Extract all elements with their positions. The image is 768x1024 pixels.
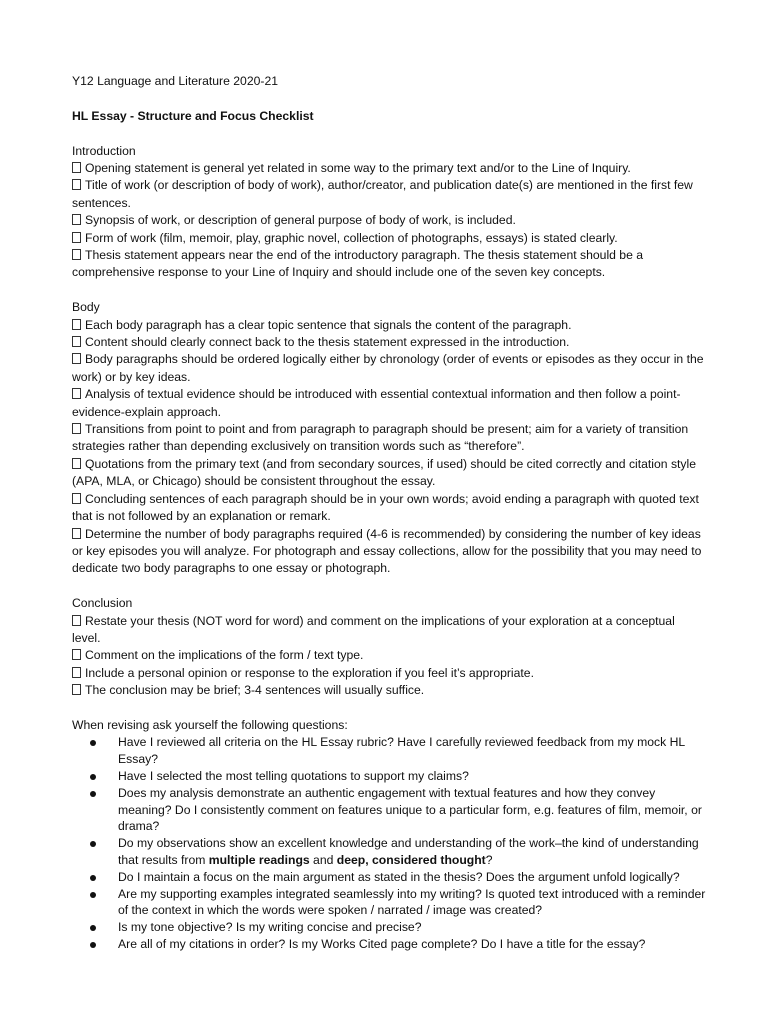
checklist-item: Transitions from point to point and from paragraph to paragraph should be present; aim for a variety of transition strategies rather than depending exclusively on transition words such as “therefore”. — [72, 422, 689, 454]
introduction-section — [72, 143, 706, 282]
conclusion-section — [72, 595, 706, 699]
checklist-item: The conclusion may be brief; 3-4 sentences will usually suffice. — [72, 682, 706, 699]
list-item: Is my tone objective? Is my writing concise and precise? — [118, 919, 706, 936]
list-item: Do I maintain a focus on the main argument as stated in the thesis? Does the argument unfold logically? — [118, 869, 706, 886]
bullet-icon — [90, 925, 96, 931]
document-header: Y12 Language and Literature 2020-21 — [72, 74, 279, 88]
checkbox-icon[interactable] — [72, 667, 81, 678]
checklist-item: Synopsis of work, or description of general purpose of body of work, is included. — [72, 212, 706, 229]
checkbox-icon[interactable] — [72, 423, 81, 434]
document-title: HL Essay - Structure and Focus Checklist — [72, 108, 314, 123]
checkbox-icon[interactable] — [72, 615, 81, 626]
checklist-item: Comment on the implications of the form / text type. — [72, 647, 706, 664]
emphasis-text: multiple readings — [208, 852, 310, 867]
bullet-icon — [90, 791, 96, 797]
checkbox-icon[interactable] — [72, 649, 81, 660]
checklist-item: Quotations from the primary text (and from secondary sources, if used) should be cited correctly and citation style (APA, MLA, or Chicago) should be consistent throughout the essay. — [72, 456, 697, 489]
checkbox-icon[interactable] — [72, 232, 81, 243]
checklist-item: Body paragraphs should be ordered logically either by chronology (order of events or episodes as they occur in the work) or by key ideas. — [72, 352, 704, 384]
checklist-item: Each body paragraph has a clear topic sentence that signals the content of the paragraph. — [72, 317, 706, 334]
bullet-icon — [90, 740, 96, 746]
emphasis-text: deep, considered thought — [336, 852, 486, 867]
checklist-item: Concluding sentences of each paragraph should be in your own words; avoid ending a paragraph with quoted text that is not followed by an explanation or remark. — [72, 491, 699, 524]
checklist-item: Form of work (film, memoir, play, graphic novel, collection of photographs, essays) is stated clearly. — [72, 230, 706, 247]
bullet-icon — [90, 841, 96, 847]
body-section — [72, 299, 706, 578]
checklist-item: Include a personal opinion or response to the exploration if you feel it’s appropriate. — [72, 665, 706, 682]
checkbox-icon[interactable] — [72, 458, 81, 469]
revising-heading: When revising ask yourself the following questions: — [72, 717, 348, 732]
checklist-item: Opening statement is general yet related in some way to the primary text and/or to the Line of Inquiry. — [72, 160, 706, 177]
checklist-item: Thesis statement appears near the end of the introductory paragraph. The thesis statement should be a comprehensive response to your Line of Inquiry and should include one of the seven key concepts. — [72, 248, 644, 280]
checklist-item: Analysis of textual evidence should be introduced with essential contextual information and then follow a point-evidence-explain approach. — [72, 387, 681, 419]
revising-section — [72, 717, 706, 953]
checkbox-icon[interactable] — [72, 249, 81, 260]
checklist-item: Determine the number of body paragraphs required (4-6 is recommended) by considering the number of key ideas or key episodes you will analyze. For photograph and essay collections, allow for the possibility that you may need to dedicate two body paragraphs to one essay or photograph. — [72, 526, 702, 576]
conclusion-heading: Conclusion — [72, 596, 133, 611]
checklist-item: Content should clearly connect back to the thesis statement expressed in the introduction. — [72, 334, 706, 351]
checklist-item: Restate your thesis (NOT word for word) and comment on the implications of your exploration at a conceptual level. — [72, 613, 675, 645]
revising-questions-list — [72, 734, 706, 952]
body-heading: Body — [72, 300, 100, 315]
bullet-icon — [90, 892, 96, 898]
list-item: Are all of my citations in order? Is my Works Cited page complete? Do I have a title for the essay? — [118, 936, 706, 953]
bullet-icon — [90, 942, 96, 948]
list-item: Have I selected the most telling quotations to support my claims? — [118, 768, 706, 785]
checkbox-icon[interactable] — [72, 214, 81, 225]
checkbox-icon[interactable] — [72, 528, 81, 539]
checkbox-icon[interactable] — [72, 319, 81, 330]
checklist-item: Title of work (or description of body of work), author/creator, and publication date(s) are mentioned in the first few sentences. — [72, 178, 693, 210]
list-item: Do my observations show an excellent knowledge and understanding of the work–the kind of understanding that results from multiple readings and deep, considered thought? — [118, 835, 706, 869]
bullet-icon — [90, 875, 96, 881]
checkbox-icon[interactable] — [72, 388, 81, 399]
list-item: Are my supporting examples integrated seamlessly into my writing? Is quoted text introduced with a reminder of the context in which the words were spoken / narrated / image was created? — [118, 886, 706, 920]
checkbox-icon[interactable] — [72, 493, 81, 504]
introduction-heading: Introduction — [72, 143, 136, 158]
checkbox-icon[interactable] — [72, 336, 81, 347]
list-item: Have I reviewed all criteria on the HL Essay rubric? Have I carefully reviewed feedback from my mock HL Essay? — [118, 734, 706, 768]
bullet-icon — [90, 774, 96, 780]
checkbox-icon[interactable] — [72, 179, 81, 190]
checkbox-icon[interactable] — [72, 684, 81, 695]
list-item: Does my analysis demonstrate an authentic engagement with textual features and how they convey meaning? Do I consistently comment on features unique to a particular form, e.g. features of film, memoir, or drama? — [118, 785, 706, 835]
checkbox-icon[interactable] — [72, 162, 81, 173]
checkbox-icon[interactable] — [72, 353, 81, 364]
